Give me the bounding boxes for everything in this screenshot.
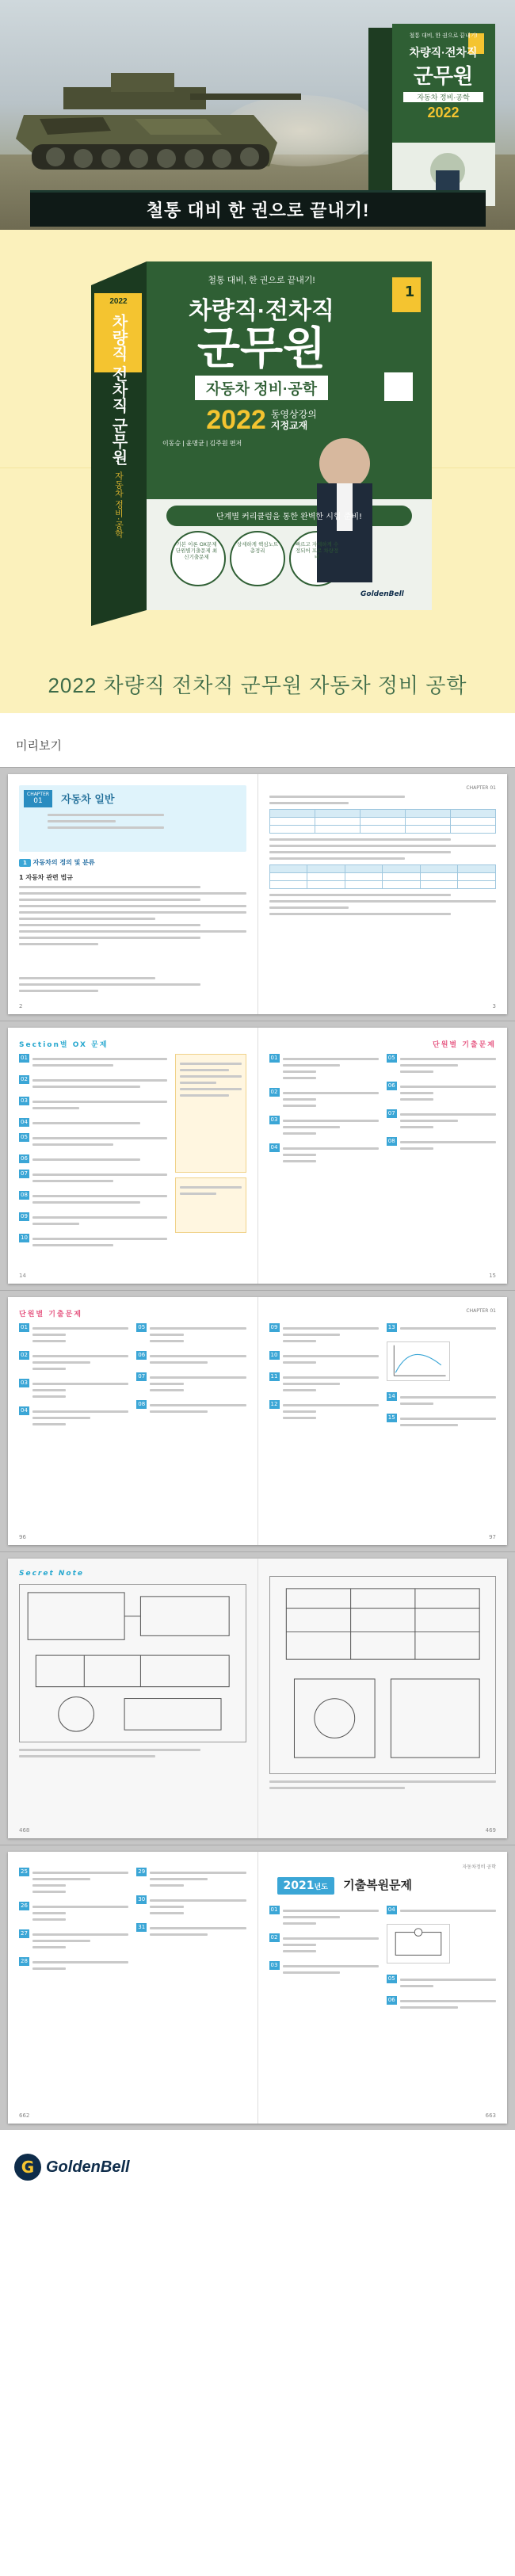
schematic-drawing (19, 1584, 246, 1742)
spread5-right-page: 자동차정비 공학 2021년도 기출복원문제 01 02 03 04 05 06 663 (258, 1852, 508, 2124)
page-number: 2 (19, 1003, 23, 1009)
past-exam-title: 기출복원문제 (343, 1878, 413, 1892)
exam-year (277, 1877, 334, 1895)
section-chip: 1 (19, 859, 31, 867)
spine-title: 차량직 전차직 군무원 (109, 314, 127, 466)
page-number: 3 (492, 1003, 496, 1009)
spine-sub: 자동차 정비·공학 (113, 471, 124, 538)
page-number: 97 (489, 1534, 496, 1540)
small-book-title2: 군무원 (413, 64, 474, 88)
book-subtitle: 자동차 정비·공학 (195, 376, 328, 400)
publisher-logo[interactable] (14, 2154, 130, 2181)
secret-note-title: Secret Note (19, 1570, 85, 1578)
preview-label: 미리보기 (0, 713, 515, 767)
running-head: CHAPTER 01 (466, 785, 496, 791)
page-number: 15 (489, 1273, 496, 1279)
exam-year-suffix: 년도 (314, 1883, 328, 1891)
spread5-left-page: 25 26 27 28 29 30 31 662 (8, 1852, 258, 2124)
preview-spread-5 (0, 1845, 515, 2130)
book-front (154, 273, 368, 448)
book-authors: 이동승 | 윤명균 | 김주원 편저 (162, 439, 242, 447)
page-title: 2022 차량직 전차직 군무원 자동차 정비 공학 (48, 674, 467, 697)
past-exam-heading (277, 1876, 497, 1895)
spread4-right-page (258, 1559, 508, 1838)
spine-year: 2022 (109, 297, 128, 306)
page-number: 14 (19, 1273, 26, 1279)
running-head: 자동차정비 공학 (462, 1864, 496, 1870)
chapter-title: 자동차 일반 (61, 793, 115, 806)
book-year-note1: 동영상강의 (270, 408, 317, 420)
spread1-right-page (258, 774, 508, 1014)
hero-banner (0, 0, 515, 230)
tank-image (16, 55, 301, 198)
tagline-text: 철통 대비 한 권으로 끝내기! (146, 200, 370, 220)
chapter-label: CHAPTER (27, 792, 50, 797)
running-head: CHAPTER 01 (466, 1308, 496, 1314)
publisher-name: GoldenBell (46, 2158, 130, 2176)
chapter-badge (24, 790, 52, 807)
page-number: 96 (19, 1534, 26, 1540)
preview-spread-4 (0, 1551, 515, 1845)
wiring-diagram (269, 1576, 497, 1774)
chapter-header (19, 785, 246, 852)
spread1-left-page (8, 774, 258, 1014)
small-book-year: 2022 (427, 105, 460, 120)
preview-spread-2 (0, 1021, 515, 1290)
section-heading-text: 자동차의 정의 및 분류 (32, 859, 95, 866)
page-number: 469 (485, 1827, 496, 1834)
spread2-right-page: 단원별 기출문제 01 02 03 04 05 06 07 08 15 (258, 1028, 508, 1284)
answer-box (175, 1177, 246, 1233)
book-top: 철통 대비, 한 권으로 끝내기! (208, 276, 315, 285)
subheading: 1 자동차 관련 법규 (19, 874, 74, 881)
chapter-number: 01 (33, 796, 43, 805)
page-number: 468 (19, 1827, 30, 1834)
small-book-top: 철통 대비, 한 권으로 끝내기! (409, 33, 478, 39)
book-spine (97, 297, 140, 538)
circuit-figure (387, 1924, 450, 1963)
book-title2: 군무원 (196, 323, 326, 373)
section-heading (19, 858, 246, 867)
exam-section-title: 단원별 기출문제 (433, 1041, 496, 1049)
small-book-title1: 차량직·전차직 (409, 46, 478, 59)
spread3-left-page: 단원별 기출문제 01 02 03 04 05 06 07 08 96 (8, 1297, 258, 1545)
footer (0, 2130, 515, 2219)
answer-box (175, 1054, 246, 1173)
data-table (269, 864, 497, 889)
book-circle3: 빠르고 자세하게 수정되어 프로 차량정비 (295, 541, 339, 561)
cover-section (0, 230, 515, 713)
spread4-left-page (8, 1559, 258, 1838)
page-number: 662 (19, 2112, 30, 2119)
spread2-left-page: Section별 OX 문제 01 02 03 04 05 06 07 08 09 10 14 (8, 1028, 258, 1284)
page-number: 663 (485, 2112, 496, 2119)
book-circle2: 상세하게 핵심노트 총정리 (236, 541, 279, 555)
ox-section-title: Section별 OX 문제 (19, 1041, 109, 1049)
book-title1: 차량직·전차직 (189, 298, 334, 324)
book-badge: 1 (404, 284, 415, 300)
small-book-text (394, 32, 493, 121)
bell-logo-icon: G (14, 2154, 41, 2181)
book-year: 2022 (206, 404, 266, 435)
book-circle1: 기본 이론 OX문제 단원별기출문제 최신기출문제 (175, 541, 218, 561)
book-publisher: GoldenBell (360, 590, 404, 598)
exam-section-title: 단원별 기출문제 (19, 1311, 82, 1319)
data-table (269, 809, 497, 834)
tagline-bar (30, 190, 486, 227)
exam-year-number: 2021 (283, 1880, 315, 1892)
spread3-right-page: CHAPTER 01 09 10 11 12 13 14 15 97 (258, 1297, 508, 1545)
book-banner: 단계별 커리큘럼을 통한 완벽한 시험 준비! (216, 513, 363, 521)
preview-spread-1 (0, 767, 515, 1021)
small-book-subtitle: 자동차 정비·공학 (403, 92, 483, 102)
preview-spread-3 (0, 1290, 515, 1551)
book-year-note2: 지정교재 (270, 420, 308, 432)
graph-figure (387, 1341, 450, 1381)
